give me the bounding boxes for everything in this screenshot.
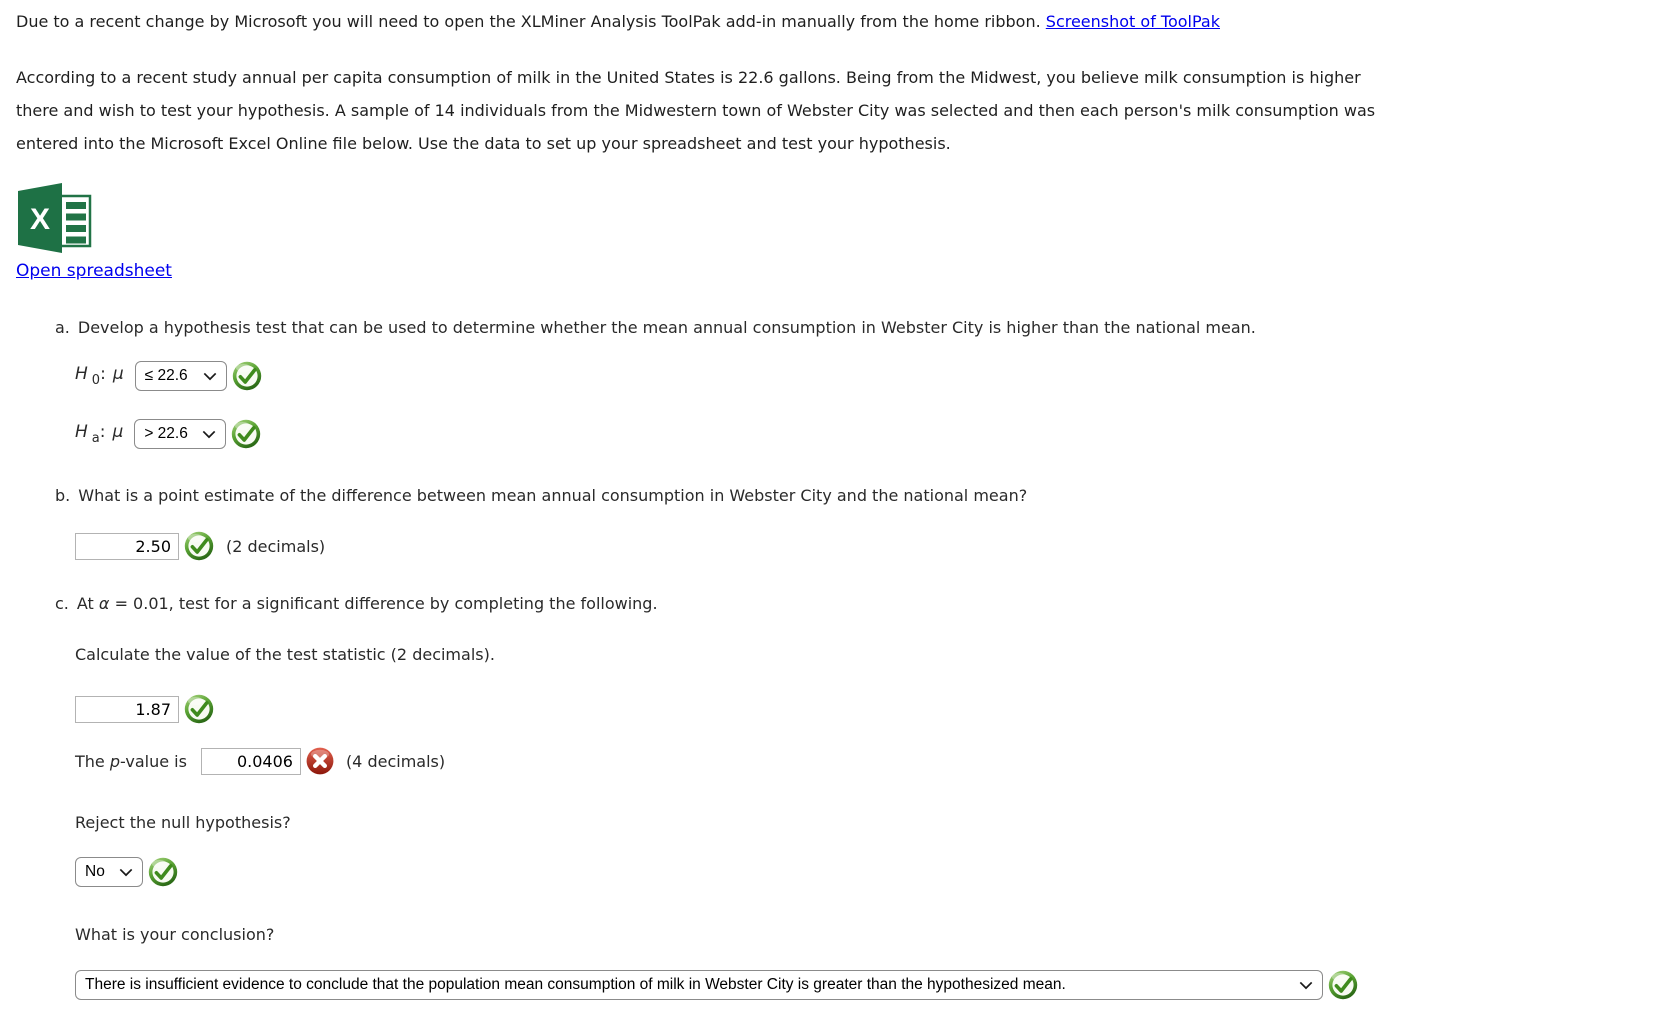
- correct-icon: [184, 531, 214, 561]
- decimals-hint: (2 decimals): [226, 536, 326, 556]
- problem-line: According to a recent study annual per capita consumption of milk in the United States is 22.6 gallons. Being from the Midwest, you believe milk consumption is higher: [16, 68, 1361, 87]
- toolpak-screenshot-link[interactable]: Screenshot of ToolPak: [1045, 12, 1220, 31]
- incorrect-icon: [306, 747, 334, 775]
- part-a-question: a. Develop a hypothesis test that can be used to determine whether the mean annual consumption in Webster City is higher than the national mean.: [55, 318, 1256, 337]
- svg-text:X: X: [29, 203, 51, 236]
- point-estimate-input[interactable]: [75, 533, 179, 560]
- test-statistic-label: Calculate the value of the test statistic (2 decimals).: [75, 645, 495, 664]
- intro-text: Due to a recent change by Microsoft you will need to open the XLMiner Analysis ToolPak add-in manually from the home ribbon.: [16, 12, 1041, 31]
- intro-paragraph: [16, 12, 1220, 31]
- correct-icon: [148, 857, 178, 887]
- test-statistic-input[interactable]: [75, 696, 179, 723]
- chevron-down-icon: [202, 430, 216, 439]
- reject-row: [75, 857, 178, 887]
- ha-row: [75, 419, 261, 449]
- correct-icon: [232, 361, 262, 391]
- p-value-row: [75, 747, 445, 775]
- excel-icon[interactable]: [18, 183, 92, 257]
- part-a-label: a.: [55, 318, 70, 337]
- chevron-down-icon: [203, 372, 217, 381]
- problem-statement: [16, 61, 1375, 160]
- reject-select[interactable]: No: [75, 857, 143, 887]
- open-spreadsheet-link[interactable]: Open spreadsheet: [16, 261, 172, 281]
- problem-line: entered into the Microsoft Excel Online file below. Use the data to set up your spreadsheet and test your hypothesis.: [16, 134, 951, 153]
- h0-row: [75, 361, 262, 391]
- part-b-label: b.: [55, 486, 71, 505]
- decimals-hint: (4 decimals): [345, 751, 446, 771]
- part-c-label: c.: [55, 594, 69, 613]
- chevron-down-icon: [1299, 981, 1313, 990]
- point-estimate-row: [75, 531, 325, 561]
- h0-select[interactable]: ≤ 22.6: [135, 361, 227, 391]
- p-value-input[interactable]: [201, 748, 301, 775]
- conclusion-row: [75, 970, 1358, 1000]
- ha-expression: H $_a$: μ: [75, 422, 124, 446]
- alpha-symbol: α: [98, 594, 110, 613]
- conclusion-select[interactable]: There is insufficient evidence to conclude that the population mean consumption of milk in Webster City is greater than the hypothesized mean.: [75, 970, 1323, 1000]
- part-c-question: c. At α = 0.01, test for a significant difference by completing the following.: [55, 594, 658, 613]
- test-statistic-row: [75, 694, 214, 724]
- reject-question: Reject the null hypothesis?: [75, 813, 291, 832]
- chevron-down-icon: [119, 868, 133, 877]
- ha-select[interactable]: > 22.6: [134, 419, 226, 449]
- h0-expression: H $_0$: μ: [75, 364, 124, 388]
- problem-line: there and wish to test your hypothesis. A sample of 14 individuals from the Midwestern town of Webster City was selected and then each person's milk consumption was: [16, 101, 1376, 120]
- p-value-label: The p-value is: [75, 751, 187, 771]
- correct-icon: [231, 419, 261, 449]
- conclusion-question: What is your conclusion?: [75, 925, 275, 944]
- correct-icon: [1328, 970, 1358, 1000]
- part-b-question: b. What is a point estimate of the difference between mean annual consumption in Webster City and the national mean?: [55, 486, 1028, 505]
- correct-icon: [184, 694, 214, 724]
